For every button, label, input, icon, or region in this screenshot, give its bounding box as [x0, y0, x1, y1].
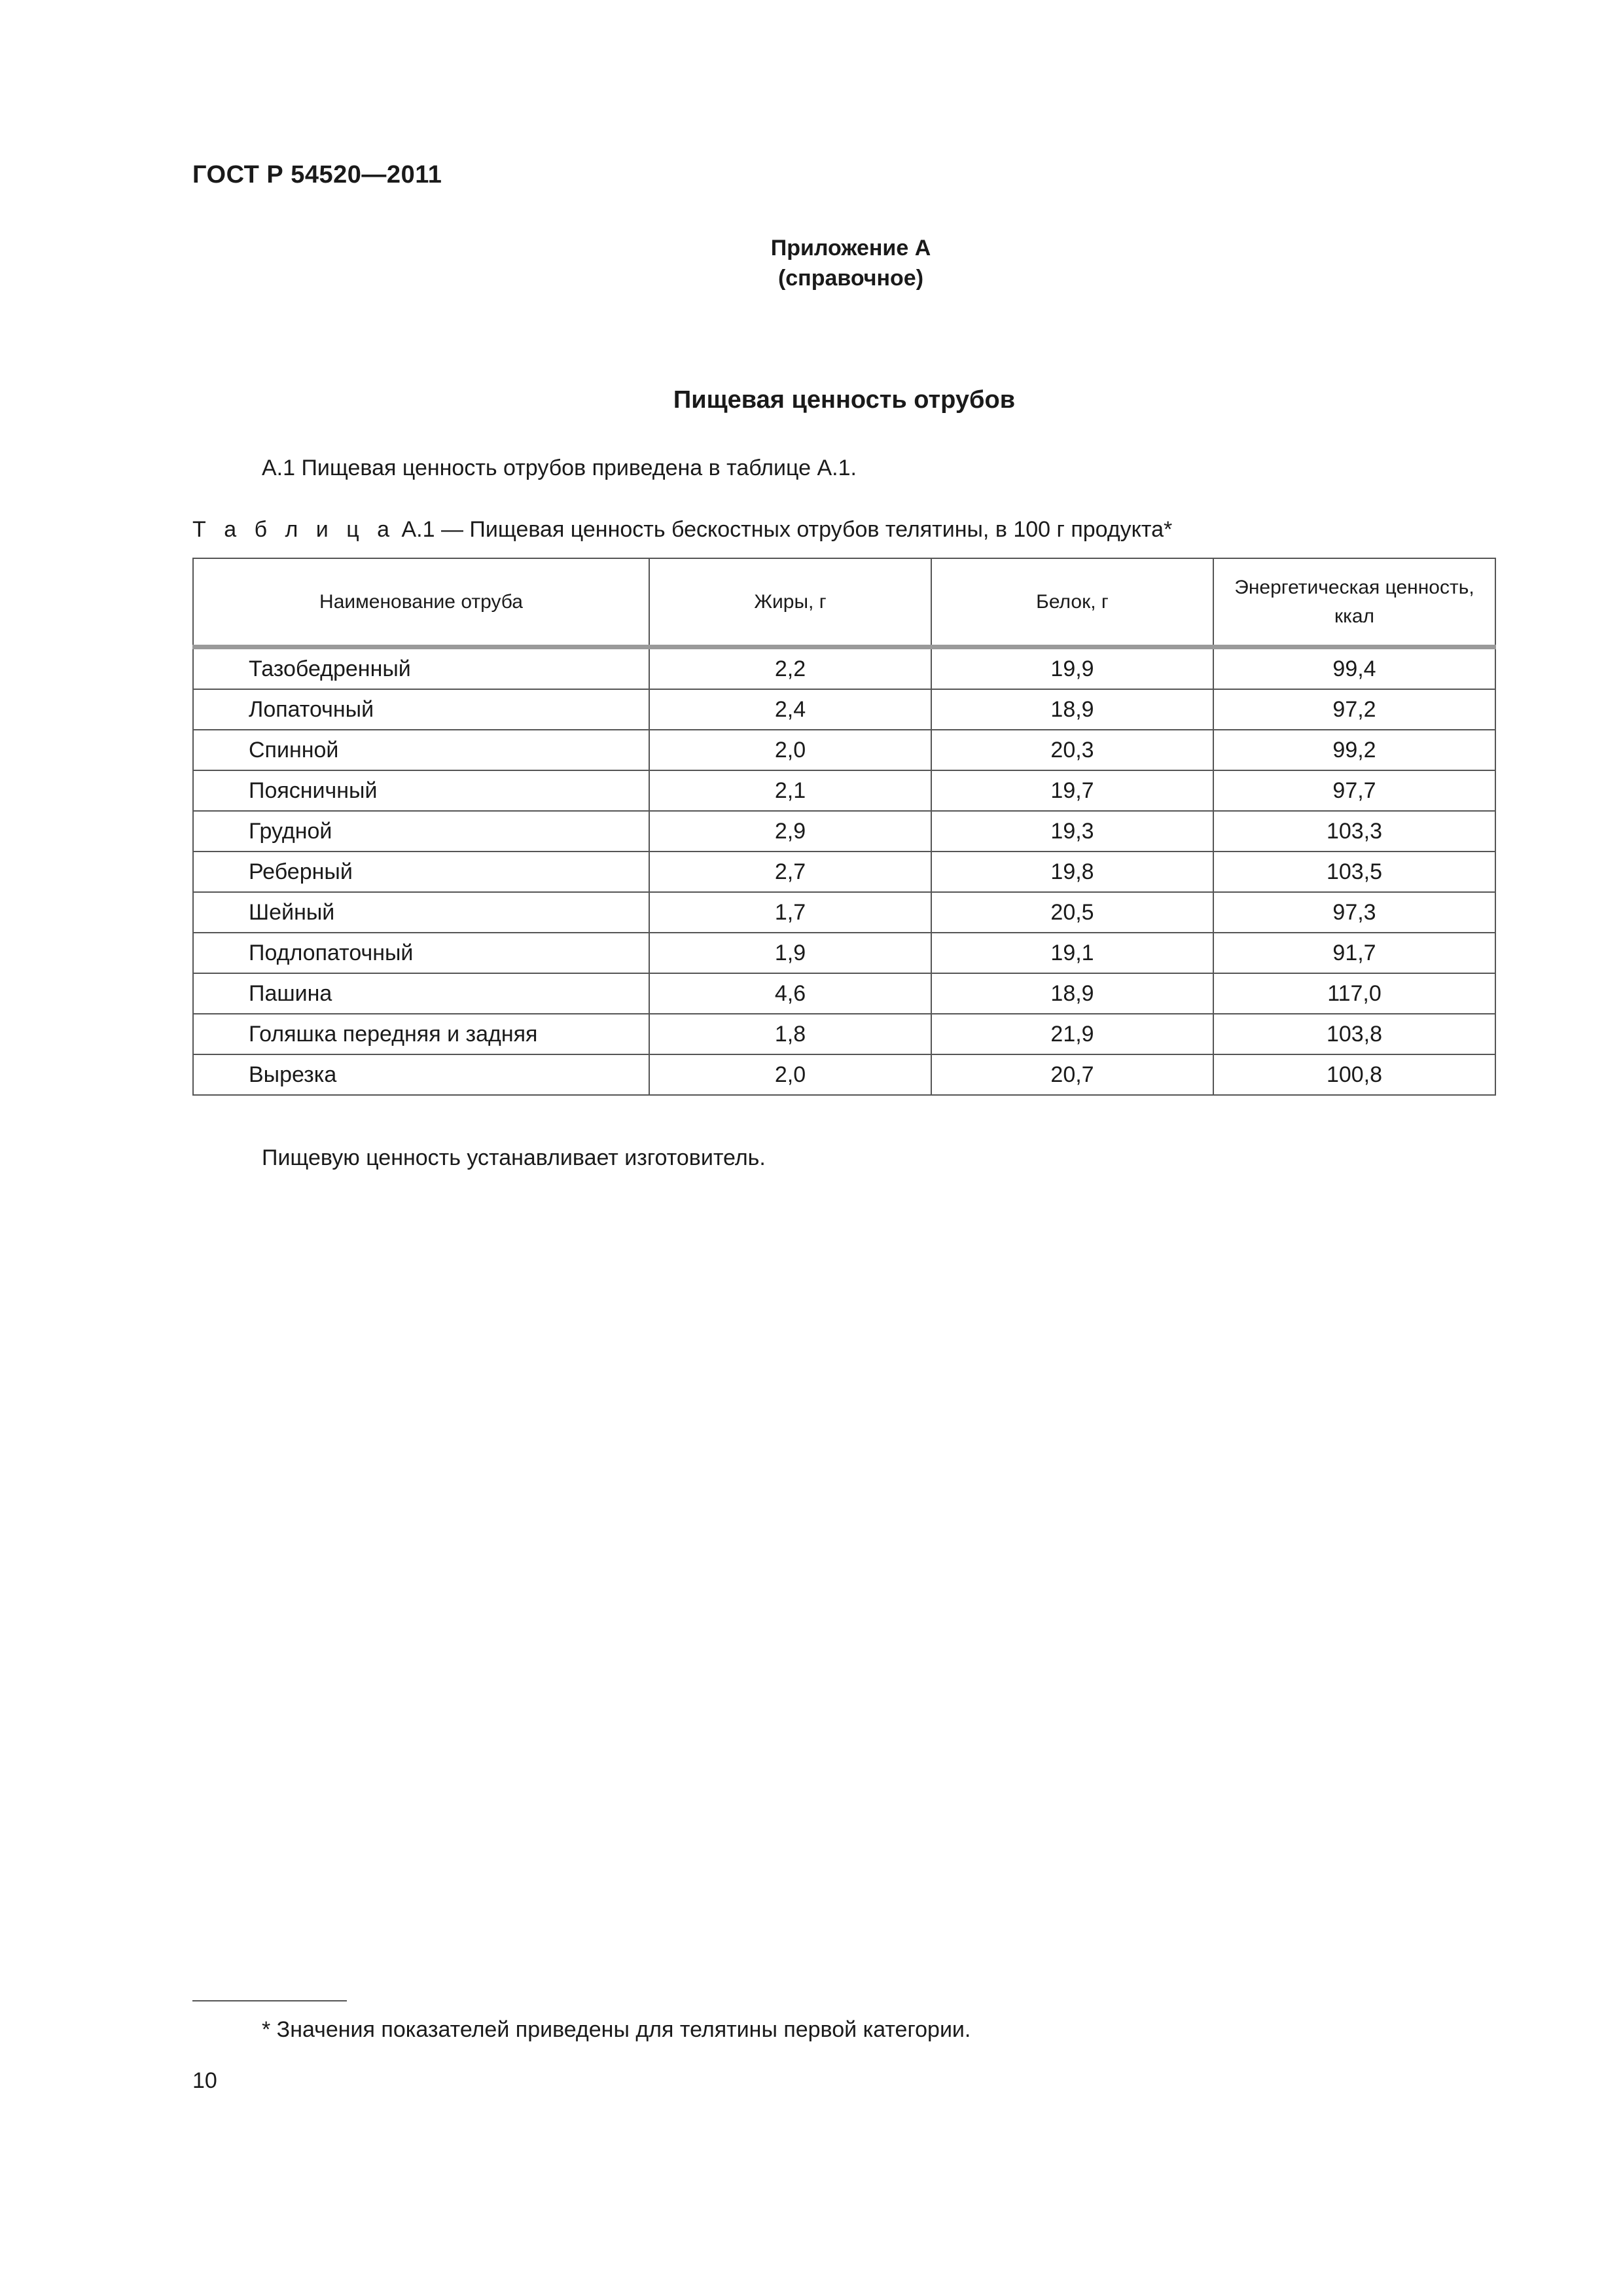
appendix-heading [654, 233, 1047, 293]
fat-cell: 1,9 [649, 933, 931, 973]
table-caption [192, 517, 1172, 543]
energy-cell: 103,5 [1213, 852, 1495, 892]
energy-cell: 97,3 [1213, 892, 1495, 933]
protein-cell: 21,9 [931, 1014, 1213, 1054]
section-title: Пищевая ценность отрубов [673, 386, 1016, 414]
cut-name-cell: Голяшка передняя и задняя [193, 1014, 649, 1054]
table-row [193, 689, 1495, 730]
table-row [193, 852, 1495, 892]
header-energy: Энергетическая ценность, ккал [1213, 558, 1495, 647]
fat-cell: 1,7 [649, 892, 931, 933]
energy-cell: 97,2 [1213, 689, 1495, 730]
energy-cell: 91,7 [1213, 933, 1495, 973]
protein-cell: 19,9 [931, 647, 1213, 690]
header-fat: Жиры, г [649, 558, 931, 647]
cut-name-cell: Спинной [193, 730, 649, 770]
cut-name-cell: Реберный [193, 852, 649, 892]
table-row [193, 1054, 1495, 1095]
protein-cell: 19,3 [931, 811, 1213, 852]
footnote-divider [192, 2000, 347, 2001]
cut-name-cell: Вырезка [193, 1054, 649, 1095]
fat-cell: 4,6 [649, 973, 931, 1014]
document-code: ГОСТ Р 54520—2011 [192, 161, 442, 188]
fat-cell: 2,7 [649, 852, 931, 892]
energy-cell: 97,7 [1213, 770, 1495, 811]
table-caption-text: А.1 — Пищевая ценность бескостных отрубов телятины, в 100 г продукта* [395, 517, 1173, 542]
intro-paragraph: А.1 Пищевая ценность отрубов приведена в таблице А.1. [262, 456, 857, 480]
fat-cell: 2,4 [649, 689, 931, 730]
protein-cell: 19,7 [931, 770, 1213, 811]
table-row [193, 892, 1495, 933]
table-caption-prefix: Т а б л и ц а [192, 517, 396, 542]
protein-cell: 20,3 [931, 730, 1213, 770]
page-number: 10 [192, 2068, 217, 2093]
fat-cell: 2,9 [649, 811, 931, 852]
fat-cell: 2,0 [649, 1054, 931, 1095]
table-row [193, 770, 1495, 811]
cut-name-cell: Шейный [193, 892, 649, 933]
energy-cell: 99,2 [1213, 730, 1495, 770]
appendix-title: Приложение А [770, 236, 931, 260]
manufacturer-note: Пищевую ценность устанавливает изготовитель. [262, 1145, 766, 1170]
table-row [193, 973, 1495, 1014]
protein-cell: 20,7 [931, 1054, 1213, 1095]
table-row [193, 933, 1495, 973]
cut-name-cell: Поясничный [193, 770, 649, 811]
cut-name-cell: Пашина [193, 973, 649, 1014]
fat-cell: 1,8 [649, 1014, 931, 1054]
header-cut-name: Наименование отруба [193, 558, 649, 647]
cut-name-cell: Лопаточный [193, 689, 649, 730]
table-row [193, 811, 1495, 852]
appendix-status: (справочное) [777, 266, 924, 291]
energy-cell: 117,0 [1213, 973, 1495, 1014]
energy-cell: 103,3 [1213, 811, 1495, 852]
nutrition-table [192, 558, 1496, 1096]
cut-name-cell: Тазобедренный [193, 647, 649, 690]
protein-cell: 19,1 [931, 933, 1213, 973]
cut-name-cell: Грудной [193, 811, 649, 852]
fat-cell: 2,2 [649, 647, 931, 690]
protein-cell: 19,8 [931, 852, 1213, 892]
cut-name-cell: Подлопаточный [193, 933, 649, 973]
energy-cell: 100,8 [1213, 1054, 1495, 1095]
protein-cell: 18,9 [931, 689, 1213, 730]
protein-cell: 18,9 [931, 973, 1213, 1014]
table-row [193, 730, 1495, 770]
energy-cell: 103,8 [1213, 1014, 1495, 1054]
fat-cell: 2,0 [649, 730, 931, 770]
protein-cell: 20,5 [931, 892, 1213, 933]
energy-cell: 99,4 [1213, 647, 1495, 690]
fat-cell: 2,1 [649, 770, 931, 811]
table-row [193, 647, 1495, 690]
table-row [193, 1014, 1495, 1054]
table-header-row [193, 558, 1495, 647]
footnote: * Значения показателей приведены для телятины первой категории. [262, 2017, 971, 2042]
header-protein: Белок, г [931, 558, 1213, 647]
